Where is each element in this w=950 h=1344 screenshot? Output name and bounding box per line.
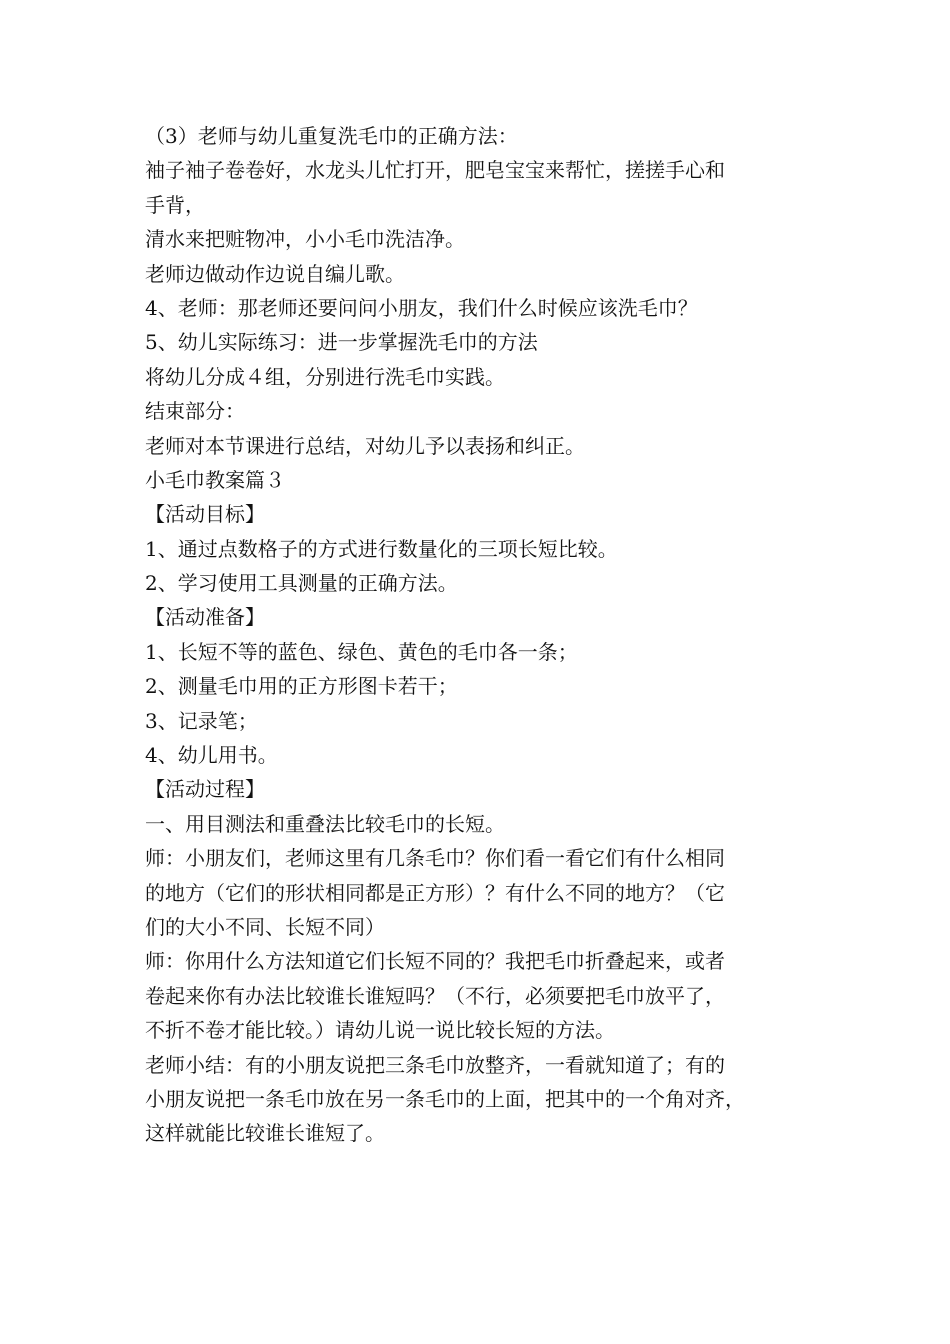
text-line: 2、测量毛巾用的正方形图卡若干； (145, 674, 458, 699)
text-line: 卷起来你有办法比较谁长谁短吗？（不行，必须要把毛巾放平了， (145, 983, 725, 1008)
text-line: 师：你用什么方法知道它们长短不同的？我把毛巾折叠起来，或者 (145, 949, 725, 974)
text-line: 1、长短不等的蓝色、绿色、黄色的毛巾各一条； (145, 639, 578, 664)
section-heading: 结束部分： (145, 399, 245, 424)
text-line: 老师小结：有的小朋友说把三条毛巾放整齐，一看就知道了；有的 (145, 1052, 725, 1077)
text-line: 们的大小不同、长短不同） (145, 914, 385, 939)
lesson-title: 小毛巾教案篇３ (145, 467, 285, 492)
section-heading: 【活动准备】 (145, 605, 265, 630)
text-line: 4、幼儿用书。 (145, 743, 278, 768)
text-line: 4、老师：那老师还要问问小朋友，我们什么时候应该洗毛巾？ (145, 295, 698, 320)
text-line: 不折不卷才能比较。）请幼儿说一说比较长短的方法。 (145, 1018, 615, 1043)
text-line: 老师边做动作边说自编儿歌。 (145, 261, 405, 286)
text-line: 袖子袖子卷卷好，水龙头儿忙打开，肥皂宝宝来帮忙，搓搓手心和 (145, 158, 725, 183)
text-line: 的地方（它们的形状相同都是正方形）？有什么不同的地方？（它 (145, 880, 725, 905)
section-heading: 【活动过程】 (145, 777, 265, 802)
text-line: 2、学习使用工具测量的正确方法。 (145, 571, 458, 596)
section-heading: 【活动目标】 (145, 502, 265, 527)
text-line: 5、幼儿实际练习：进一步掌握洗毛巾的方法 (145, 330, 538, 355)
text-line: 手背， (145, 192, 205, 217)
text-line: 老师对本节课进行总结，对幼儿予以表扬和纠正。 (145, 433, 585, 458)
text-line: 将幼儿分成４组，分别进行洗毛巾实践。 (145, 364, 505, 389)
text-line: 1、通过点数格子的方式进行数量化的三项长短比较。 (145, 536, 618, 561)
text-line: 小朋友说把一条毛巾放在另一条毛巾的上面，把其中的一个角对齐， (145, 1086, 745, 1111)
text-line: 师：小朋友们，老师这里有几条毛巾？你们看一看它们有什么相同 (145, 846, 725, 871)
text-line: 一、用目测法和重叠法比较毛巾的长短。 (145, 811, 505, 836)
text-line: 3、记录笔； (145, 708, 258, 733)
document-body (145, 119, 825, 1151)
text-line: （3）老师与幼儿重复洗毛巾的正确方法： (145, 124, 518, 148)
text-line: 这样就能比较谁长谁短了。 (145, 1121, 385, 1146)
text-line: 清水来把赃物冲，小小毛巾洗洁净。 (145, 227, 465, 252)
